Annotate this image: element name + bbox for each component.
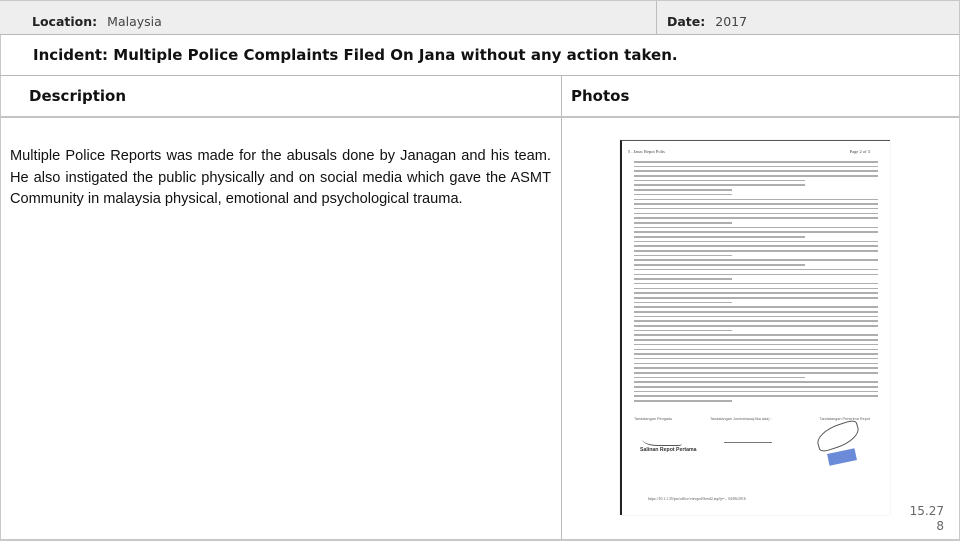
page-number-line1: 15.27	[909, 504, 944, 518]
receiver-signature-icon	[814, 419, 863, 454]
first-report-copy-label: Salinan Repot Pertama	[640, 447, 697, 453]
complainant-signature-label: Tandatangan Pengadu	[634, 417, 673, 421]
description-header: Description	[29, 87, 127, 105]
date-cell	[657, 1, 960, 35]
signature-block	[634, 417, 878, 487]
date-label: Date:	[667, 14, 706, 29]
description-text: Multiple Police Reports was made for the abusals done by Janagan and his team. He also instigated the public physically and on social media which gave the ASMT Community in malaysia physical, emotional and psychological trauma.	[10, 148, 551, 207]
location-label: Location:	[32, 14, 98, 29]
location-cell	[0, 1, 657, 35]
police-stamp-icon	[827, 448, 857, 466]
page-number-line2: 8	[936, 519, 944, 533]
police-report-photo	[620, 140, 890, 515]
interpreter-signature-label: Tandatangan Jurubahasa(Jika ada) :	[710, 417, 772, 421]
document-footer-url: https://10.1.1.35/pro/office/viewpol/Sreal2.asp?p=... 04/06/2016	[648, 497, 746, 501]
document-text-lines	[634, 161, 878, 405]
document-header: 5 . Jana: Repot Polis	[628, 149, 665, 154]
incident-title: Incident: Multiple Police Complaints Filed On Jana without any action taken.	[33, 46, 678, 64]
date-value: 2017	[715, 14, 748, 29]
signature-icon	[642, 429, 682, 446]
photos-header: Photos	[571, 87, 630, 105]
incident-row	[0, 35, 960, 76]
page-number	[910, 504, 944, 534]
header-row	[0, 0, 960, 35]
receiver-signature-label: Tandatangan Penerima Repot	[819, 417, 870, 421]
signature-line	[724, 442, 772, 443]
column-divider	[561, 76, 562, 540]
document-page-number: Page 2 of 3	[849, 149, 870, 154]
location-value: Malaysia	[107, 14, 162, 29]
column-header-row	[0, 76, 960, 118]
